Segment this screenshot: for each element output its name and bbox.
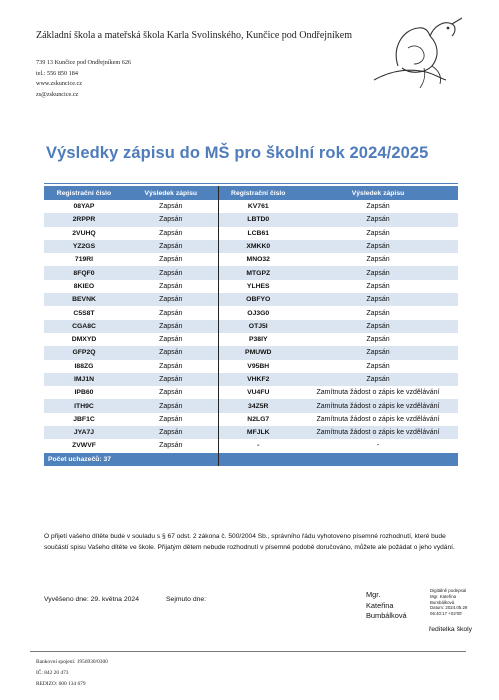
result-cell: Zapsán xyxy=(124,399,218,412)
result-cell: Zapsán xyxy=(159,256,183,264)
registration-number-cell: IPB60 xyxy=(74,389,94,397)
result-cell: - xyxy=(376,442,380,450)
registration-number-cell: OJ3G0 xyxy=(218,306,298,319)
signatory-first-name: Kateřina xyxy=(366,600,394,610)
result-cell: Zapsán xyxy=(159,442,183,450)
signatory-name xyxy=(366,590,407,622)
registration-number-cell: 2RPPR xyxy=(44,213,124,226)
registration-number-cell: P38IY xyxy=(218,333,298,346)
school-address: 739 13 Kunčice pod Ondřejníkem 626 xyxy=(36,59,132,66)
table-footer-row xyxy=(44,453,458,466)
table-row xyxy=(44,227,458,240)
table-row xyxy=(44,426,458,439)
table-row xyxy=(44,200,458,213)
page-title: Výsledky zápisu do MŠ pro školní rok 2024/2025 xyxy=(46,144,429,162)
result-cell: Zapsán xyxy=(159,203,183,211)
registration-number-cell: N2LG7 xyxy=(218,413,298,426)
result-cell: Zapsán xyxy=(298,266,458,279)
table-row xyxy=(44,320,458,333)
table-row xyxy=(44,253,458,266)
result-cell: Zapsán xyxy=(298,320,458,333)
result-cell: Zapsán xyxy=(124,346,218,359)
results-table xyxy=(44,186,458,466)
registration-number-cell: 8FQF0 xyxy=(44,266,124,279)
result-cell: Zapsán xyxy=(298,240,458,253)
table-row xyxy=(44,213,458,226)
registration-number-cell: GFP2Q xyxy=(44,346,124,359)
registration-number-cell: XMKK0 xyxy=(218,240,298,253)
registration-number-cell: V95BH xyxy=(218,360,298,373)
result-cell: Zamítnuta žádost o zápis ke vzdělávání xyxy=(298,399,458,412)
digital-signature-stamp xyxy=(430,588,467,617)
header-registration-number: Registrační číslo xyxy=(44,186,124,200)
table-row xyxy=(44,413,458,426)
applicant-count: Počet uchazečů: 37 xyxy=(44,453,218,466)
result-cell: Zamítnuta žádost o zápis ke vzdělávání xyxy=(316,389,440,397)
registration-number-cell: JYA7J xyxy=(44,426,124,439)
registration-number-cell: C5S8T xyxy=(73,309,95,317)
registration-number-cell: 719RI xyxy=(74,256,94,264)
registration-number-cell: PMUWD xyxy=(218,346,298,359)
registration-number-cell: OBFYO xyxy=(218,293,298,306)
table-row xyxy=(44,306,458,319)
table-row xyxy=(44,293,458,306)
result-cell: Zapsán xyxy=(124,213,218,226)
registration-number-cell: OTJ5I xyxy=(218,320,298,333)
result-cell: Zapsán xyxy=(298,346,458,359)
company-id: IČ: 842 20 473 xyxy=(36,669,69,676)
bird-logo-icon xyxy=(368,8,473,96)
decision-note: O přijetí vašeho dítěte bude v souladu s § 67 odst. 2 zákona č. 500/2004 Sb., správního řádu vyhotoveno písemné rozhodnutí, které bude součástí spisu Vašeho dítěte ve škole. Přijatým dětem nebude rozhodnutí v písemné podobě doručováno, můžete ale požádat o jeho vydání. xyxy=(44,533,455,552)
result-cell: Zapsán xyxy=(124,426,218,439)
registration-number-cell: DMXYD xyxy=(71,336,97,344)
table-row xyxy=(44,266,458,279)
footer-divider xyxy=(30,651,466,652)
registration-number-cell: I88ZG xyxy=(74,362,94,370)
registration-number-cell: JBF1C xyxy=(73,415,95,423)
registration-number-cell: YLHES xyxy=(218,280,298,293)
table-row xyxy=(44,280,458,293)
posted-date: Vyvěšeno dne: 29. května 2024 xyxy=(44,596,139,603)
header-registration-number: Registrační číslo xyxy=(218,186,298,200)
registration-number-cell: KV761 xyxy=(218,200,298,213)
registration-number-cell: - xyxy=(218,439,298,452)
result-cell: Zapsán xyxy=(124,373,218,386)
registration-number-cell: 8KIEO xyxy=(73,282,95,290)
registration-number-cell: YZ2GS xyxy=(44,240,124,253)
registration-number-cell: BEVNK xyxy=(44,293,124,306)
result-cell: Zapsán xyxy=(298,373,458,386)
result-cell: Zapsán xyxy=(159,309,183,317)
registration-number-cell: 2VUHQ xyxy=(72,229,96,237)
result-cell: Zapsán xyxy=(124,293,218,306)
stamp-line: Mgr. Kateřina xyxy=(430,593,457,599)
stamp-line: 06:40:17 +02'00' xyxy=(430,611,463,617)
result-cell: Zapsán xyxy=(366,229,390,237)
result-cell: Zapsán xyxy=(366,362,390,370)
school-phone: tel.: 556 850 184 xyxy=(36,69,78,77)
registration-number-cell: ZVWVF xyxy=(72,442,96,450)
result-cell: Zapsán xyxy=(159,336,183,344)
table-row xyxy=(44,399,458,412)
table-row xyxy=(44,240,458,253)
result-cell: Zapsán xyxy=(298,213,458,226)
header-enrollment-result: Výsledek zápisu xyxy=(124,186,218,200)
stamp-line: Bumbálková xyxy=(430,599,455,605)
footer-blank xyxy=(218,453,458,466)
stamp-line: Datum: 2024.05.29 xyxy=(430,605,468,611)
table-row xyxy=(44,346,458,359)
result-cell: Zapsán xyxy=(159,389,183,397)
result-cell: Zapsán xyxy=(366,256,390,264)
registration-number-cell: LCB61 xyxy=(218,227,298,240)
bank-account: Bankovní spojení: 1956930/0300 xyxy=(36,659,108,665)
redizo-code: REDIZO: 600 134 679 xyxy=(36,680,86,687)
school-email-link[interactable]: zs@zskuncice.cz xyxy=(36,90,79,98)
registration-number-cell: MNO32 xyxy=(218,253,298,266)
signatory-role: ředitelka školy xyxy=(429,626,473,633)
registration-number-cell: VU4FU xyxy=(218,386,298,399)
table-row xyxy=(44,373,458,386)
result-cell: Zapsán xyxy=(366,282,390,290)
registration-number-cell: VHKF2 xyxy=(218,373,298,386)
result-cell: Zapsán xyxy=(366,309,390,317)
result-cell: Zapsán xyxy=(124,266,218,279)
result-cell: Zapsán xyxy=(159,415,183,423)
registration-number-cell: 34Z5R xyxy=(218,399,298,412)
registration-number-cell: CGA8C xyxy=(44,320,124,333)
registration-number-cell: 08YAP xyxy=(73,203,95,211)
registration-number-cell: IMJ1N xyxy=(44,373,124,386)
result-cell: Zapsán xyxy=(366,336,390,344)
table-row xyxy=(44,360,458,373)
result-cell: Zapsán xyxy=(159,362,183,370)
table-top-rule xyxy=(44,183,458,184)
result-cell: Zapsán xyxy=(124,320,218,333)
result-cell: Zamítnuta žádost o zápis ke vzdělávání xyxy=(298,426,458,439)
table-row xyxy=(44,439,458,452)
header-enrollment-result: Výsledek zápisu xyxy=(298,186,458,200)
table-row xyxy=(44,333,458,346)
registration-number-cell: ITH9C xyxy=(44,399,124,412)
result-cell: Zapsán xyxy=(124,240,218,253)
result-cell: Zapsán xyxy=(298,293,458,306)
stamp-line: Digitálně podepsal xyxy=(430,588,467,593)
result-cell: Zapsán xyxy=(159,282,183,290)
signatory-last-name: Bumbálková xyxy=(366,611,407,621)
table-row xyxy=(44,386,458,399)
table-header-row xyxy=(44,186,458,200)
contact-block xyxy=(36,58,131,100)
registration-number-cell: MTGPZ xyxy=(218,266,298,279)
result-cell: Zapsán xyxy=(159,229,183,237)
signatory-title: Mgr. xyxy=(366,590,381,599)
registration-number-cell: LBTD0 xyxy=(218,213,298,226)
school-name: Základní škola a mateřská škola Karla Svolinského, Kunčice pod Ondřejníkem xyxy=(36,30,353,41)
bank-info xyxy=(36,657,108,689)
result-cell: Zapsán xyxy=(366,203,390,211)
registration-number-cell: MFJLK xyxy=(218,426,298,439)
removed-date: Sejmuto dne: xyxy=(166,596,207,603)
result-cell: Zamítnuta žádost o zápis ke vzdělávání xyxy=(316,415,440,423)
school-web-link[interactable]: www.zskuncice.cz xyxy=(36,80,82,87)
